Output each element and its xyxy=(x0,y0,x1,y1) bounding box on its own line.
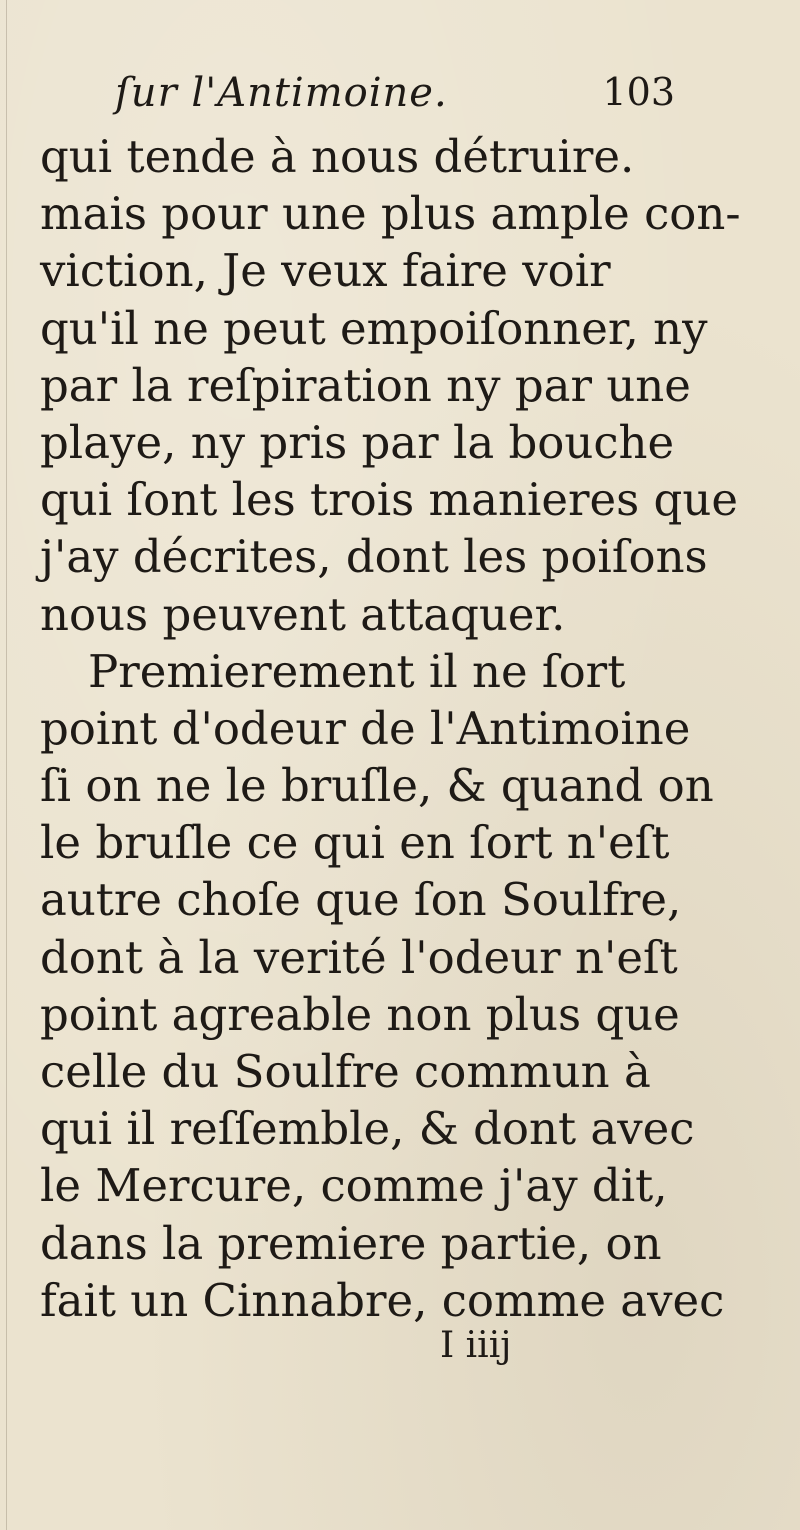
page-number: 103 xyxy=(602,70,675,114)
signature-mark: I iiij xyxy=(440,1325,512,1366)
text-line: viction, Je veux faire voir xyxy=(40,244,611,298)
text-line: le bruſle ce qui en ſort n'eſt xyxy=(40,816,670,870)
text-line: qui il reſſemble, & dont avec xyxy=(40,1102,695,1156)
text-line: playe, ny pris par la bouche xyxy=(40,415,675,469)
text-line: mais pour une plus ample con- xyxy=(40,187,741,241)
running-head-title: ſur l'Antimoine. xyxy=(115,70,448,116)
text-line: ſi on ne le bruſle, & quand on xyxy=(40,759,714,813)
text-line: qu'il ne peut empoiſonner, ny xyxy=(40,301,708,355)
text-line: qui ſont les trois manieres que xyxy=(40,473,738,527)
text-line: point agreable non plus que xyxy=(40,987,680,1041)
paragraph-start-line: Premierement il ne ſort xyxy=(88,644,626,698)
body-text xyxy=(40,128,760,1329)
text-line: par la reſpiration ny par une xyxy=(40,358,691,412)
text-line: point d'odeur de l'Antimoine xyxy=(40,701,691,755)
text-line: autre choſe que ſon Soulfre, xyxy=(40,873,682,927)
text-line: nous peuvent attaquer. xyxy=(40,587,566,641)
text-line: le Mercure, comme j'ay dit, xyxy=(40,1159,668,1213)
text-line: celle du Soulfre commun à xyxy=(40,1045,651,1098)
text-line: fait un Cinnabre, comme avec xyxy=(40,1273,725,1327)
text-line: qui tende à nous détruire. xyxy=(40,130,635,183)
page-edge xyxy=(6,0,7,1530)
text-line: dont à la verité l'odeur n'eſt xyxy=(40,930,678,984)
running-head xyxy=(115,70,675,126)
text-line: j'ay décrites, dont les poiſons xyxy=(40,530,708,584)
text-line: dans la premiere partie, on xyxy=(40,1216,662,1270)
